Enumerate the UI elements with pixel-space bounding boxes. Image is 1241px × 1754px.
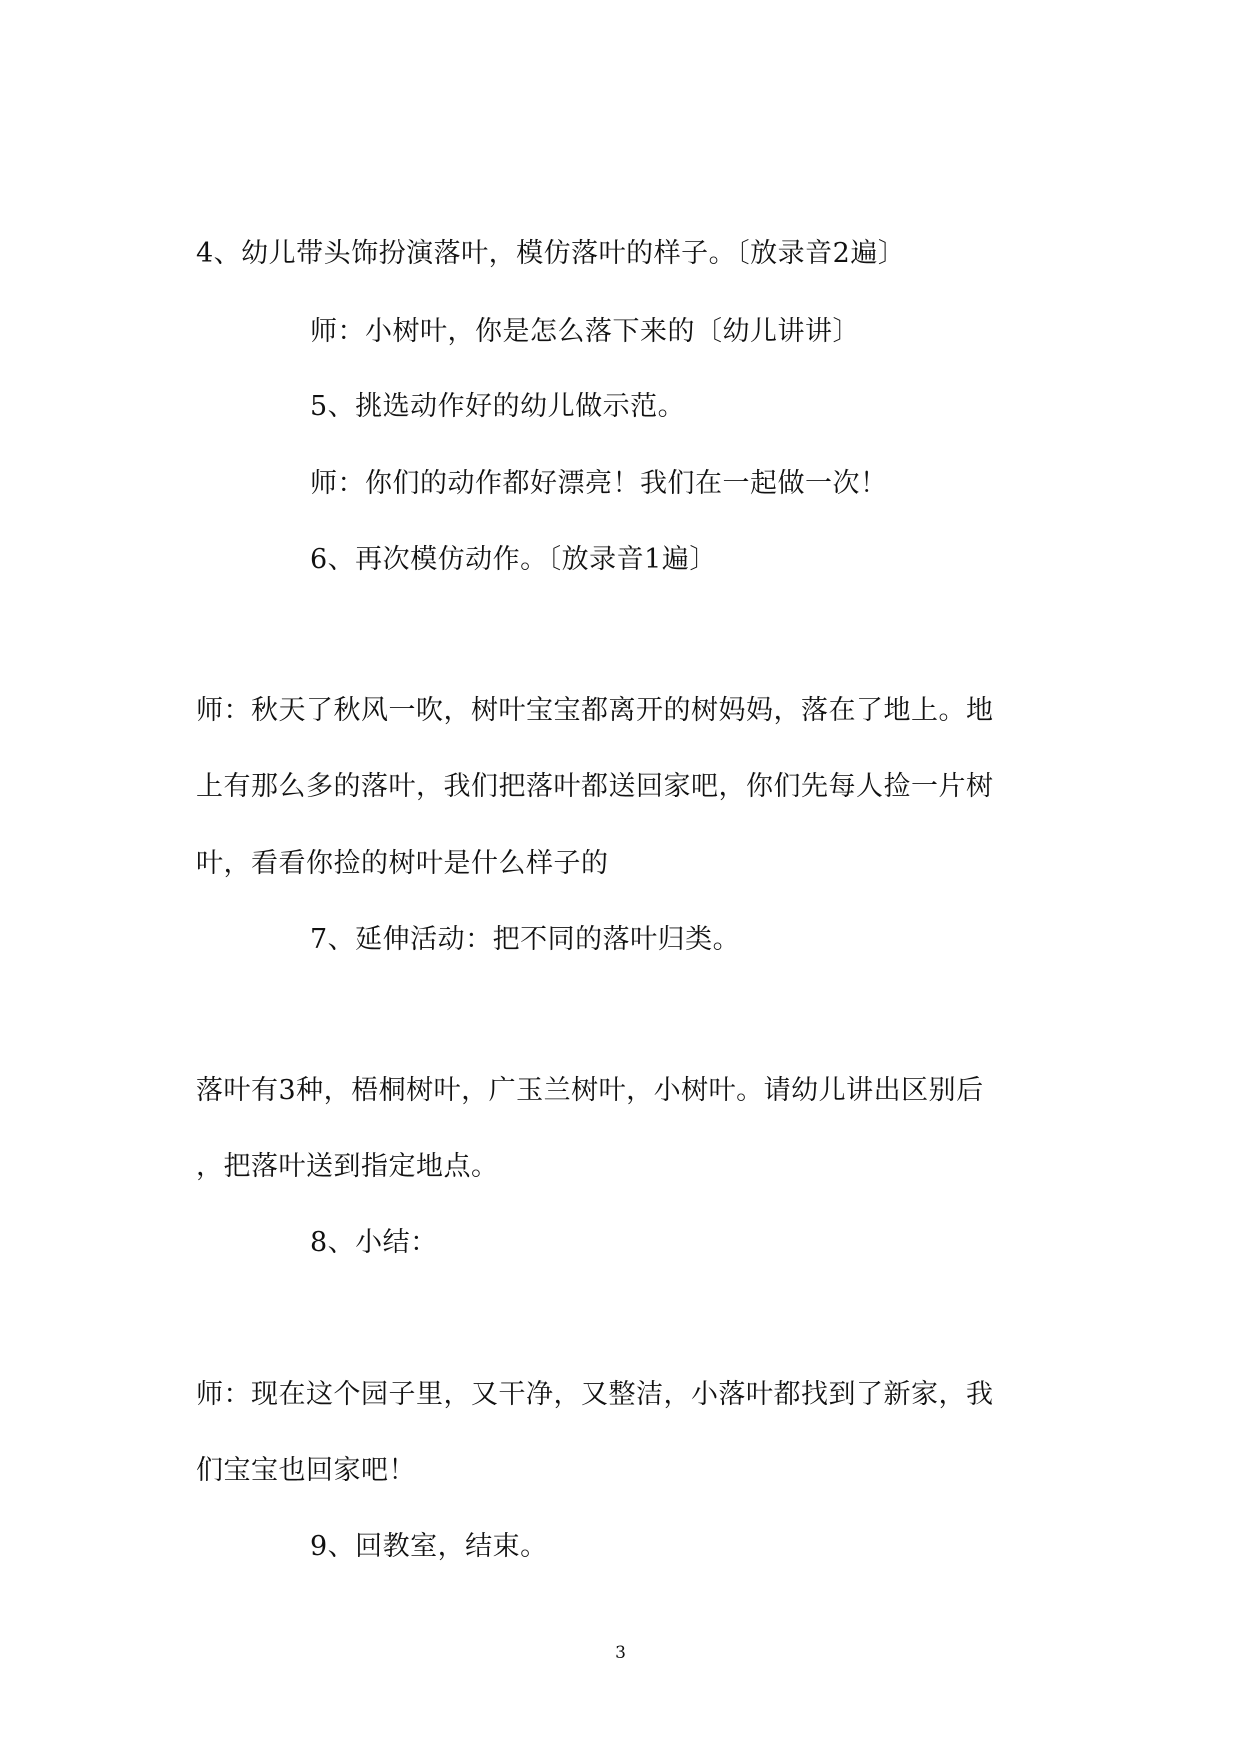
text-line: 叶，看看你捡的树叶是什么样子的 [196, 848, 609, 879]
text-line: 9、回教室，结束。 [310, 1531, 548, 1562]
text-line: 师：现在这个园子里，又干净，又整洁，小落叶都找到了新家，我 [196, 1379, 994, 1410]
text-line: 5、挑选动作好的幼儿做示范。 [310, 391, 686, 422]
text-line: 上有那么多的落叶，我们把落叶都送回家吧，你们先每人捡一片树 [196, 771, 994, 802]
text-line: 6、再次模仿动作。〔放录音1遍〕 [310, 544, 717, 575]
text-line: 师：你们的动作都好漂亮！我们在一起做一次！ [310, 468, 888, 499]
text-line: 7、延伸活动：把不同的落叶归类。 [310, 924, 741, 955]
text-line: 们宝宝也回家吧！ [196, 1455, 416, 1486]
text-line: 8、小结： [310, 1227, 438, 1258]
page-number: 3 [615, 1643, 626, 1663]
text-line: 落叶有3种，梧桐树叶，广玉兰树叶，小树叶。请幼儿讲出区别后 [196, 1075, 984, 1106]
text-line: 师：小树叶，你是怎么落下来的〔幼儿讲讲〕 [310, 316, 860, 347]
text-line: 师：秋天了秋风一吹，树叶宝宝都离开的树妈妈，落在了地上。地 [196, 695, 994, 726]
text-line: ，把落叶送到指定地点。 [196, 1151, 499, 1182]
text-line: 4、幼儿带头饰扮演落叶，模仿落叶的样子。〔放录音2遍〕 [196, 238, 906, 269]
